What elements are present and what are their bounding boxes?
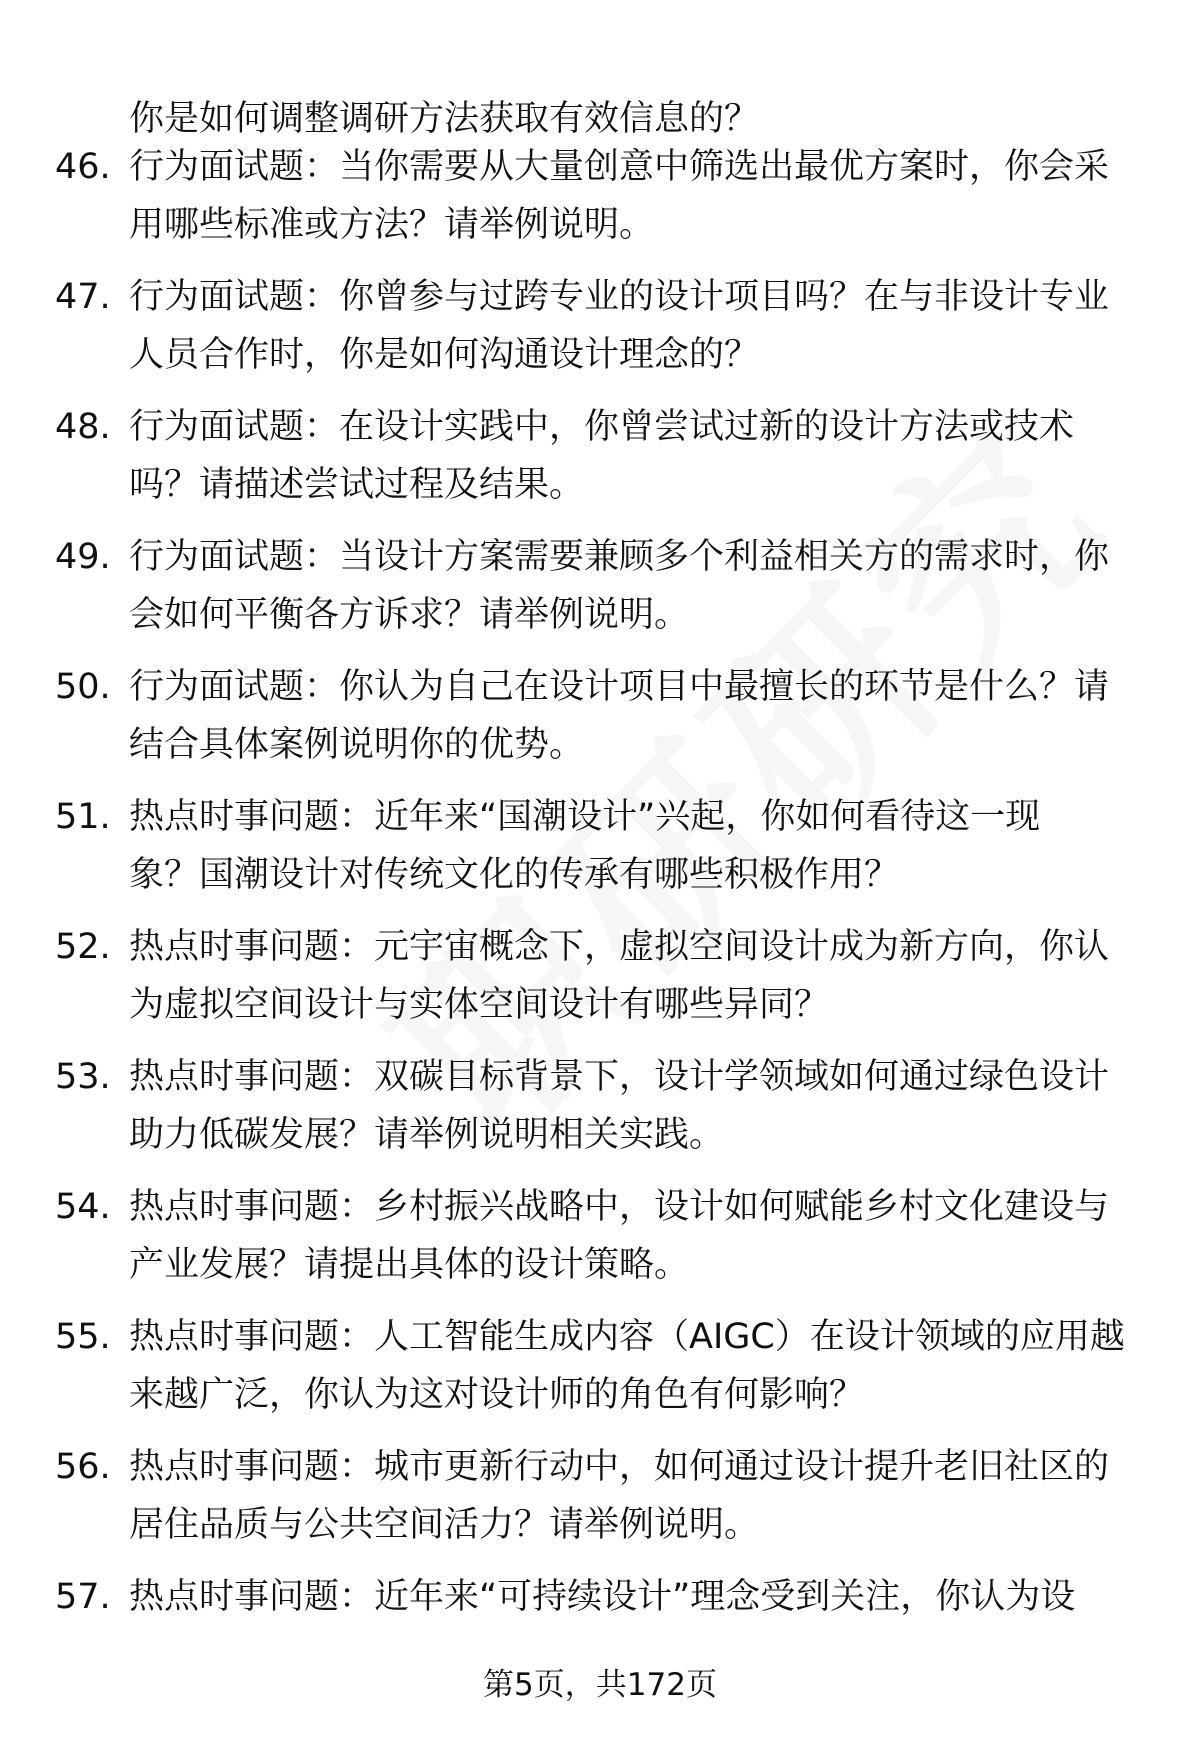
question-number: 56. (55, 1447, 111, 1487)
question-text-line: 行为面试题：当你需要从大量创意中筛选出最优方案时，你会采 (129, 147, 1110, 187)
question-text (129, 918, 1154, 1034)
question-text (129, 138, 1154, 254)
question-number: 57. (55, 1577, 111, 1617)
question-text-line: 行为面试题：你认为自己在设计项目中最擅长的环节是什么？请 (129, 667, 1110, 707)
question-text (129, 268, 1154, 384)
question-text-line: 热点时事问题：元宇宙概念下，虚拟空间设计成为新方向，你认 (129, 927, 1110, 967)
question-text-line: 热点时事问题：乡村振兴战略中，设计如何赋能乡村文化建设与 (129, 1187, 1110, 1227)
question-item (0, 1048, 1200, 1178)
question-text-line: 助力低碳发展？请举例说明相关实践。 (129, 1115, 725, 1155)
question-text-line: 居住品质与公共空间活力？请举例说明。 (129, 1505, 760, 1545)
question-list (0, 138, 1200, 1698)
question-text-line: 吗？请描述尝试过程及结果。 (129, 465, 585, 505)
question-number: 53. (55, 1057, 111, 1097)
continuation-text: 你是如何调整调研方法获取有效信息的？ (129, 99, 760, 139)
question-text (129, 398, 1154, 514)
question-number: 46. (55, 147, 111, 187)
question-text (129, 1568, 1154, 1626)
question-text-line: 热点时事问题：人工智能生成内容（AIGC）在设计领域的应用越 (129, 1317, 1125, 1357)
question-text-line: 结合具体案例说明你的优势。 (129, 725, 585, 765)
question-text-line: 行为面试题：在设计实践中，你曾尝试过新的设计方法或技术 (129, 407, 1075, 447)
question-item (0, 528, 1200, 658)
question-text (129, 1178, 1154, 1294)
question-number: 50. (55, 667, 111, 707)
question-text-line: 象？国潮设计对传统文化的传承有哪些积极作用？ (129, 855, 900, 895)
question-number: 48. (55, 407, 111, 447)
question-number: 49. (55, 537, 111, 577)
question-item (0, 268, 1200, 398)
question-item (0, 138, 1200, 268)
question-text-line: 会如何平衡各方诉求？请举例说明。 (129, 595, 690, 635)
question-text (129, 1438, 1154, 1554)
question-number: 51. (55, 797, 111, 837)
question-text (129, 788, 1154, 904)
question-item (0, 1178, 1200, 1308)
question-item (0, 788, 1200, 918)
question-item (0, 1438, 1200, 1568)
question-text-line: 产业发展？请提出具体的设计策略。 (129, 1245, 690, 1285)
question-number: 47. (55, 277, 111, 317)
question-text-line: 热点时事问题：双碳目标背景下，设计学领域如何通过绿色设计 (129, 1057, 1110, 1097)
question-item (0, 658, 1200, 788)
question-text (129, 658, 1154, 774)
question-item (0, 398, 1200, 528)
question-text-line: 来越广泛，你认为这对设计师的角色有何影响？ (129, 1375, 865, 1415)
question-text-line: 为虚拟空间设计与实体空间设计有哪些异同？ (129, 985, 830, 1025)
question-number: 55. (55, 1317, 111, 1357)
question-text-line: 用哪些标准或方法？请举例说明。 (129, 205, 655, 245)
question-number: 52. (55, 927, 111, 967)
page-indicator: 第5页，共172页 (483, 1667, 717, 1703)
question-text (129, 1048, 1154, 1164)
question-text-line: 热点时事问题：城市更新行动中，如何通过设计提升老旧社区的 (129, 1447, 1110, 1487)
question-text (129, 528, 1154, 644)
question-number: 54. (55, 1187, 111, 1227)
question-item (0, 918, 1200, 1048)
question-text-line: 行为面试题：当设计方案需要兼顾多个利益相关方的需求时，你 (129, 537, 1110, 577)
question-text-line: 人员合作时，你是如何沟通设计理念的？ (129, 335, 760, 375)
question-text-line: 热点时事问题：近年来“可持续设计”理念受到关注，你认为设 (129, 1577, 1076, 1617)
question-text-line: 热点时事问题：近年来“国潮设计”兴起，你如何看待这一现 (129, 797, 1041, 837)
question-text-line: 行为面试题：你曾参与过跨专业的设计项目吗？在与非设计专业 (129, 277, 1110, 317)
question-text (129, 1308, 1154, 1424)
question-item (0, 1308, 1200, 1438)
